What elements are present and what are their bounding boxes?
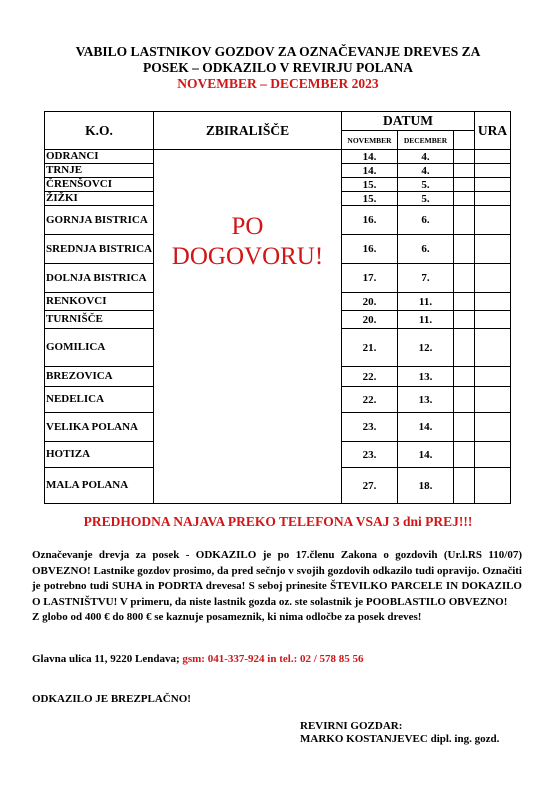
cell-december: 7. xyxy=(398,264,454,293)
cell-december: 11. xyxy=(398,311,454,329)
cell-december: 14. xyxy=(398,442,454,468)
address: Glavna ulica 11, 9220 Lendava; xyxy=(32,653,180,665)
cell-ura xyxy=(475,293,511,311)
signature-block xyxy=(300,720,499,746)
cell-ko: BREZOVICA xyxy=(45,367,154,387)
cell-ko: GOMILICA xyxy=(45,329,154,367)
cell-november: 20. xyxy=(342,311,398,329)
header-blank xyxy=(454,131,475,150)
cell-ura xyxy=(475,264,511,293)
cell-ura xyxy=(475,329,511,367)
cell-blank xyxy=(454,192,475,206)
table-row xyxy=(45,150,511,164)
header-datum: DATUM xyxy=(342,112,475,131)
cell-december: 5. xyxy=(398,178,454,192)
cell-november: 22. xyxy=(342,387,398,413)
cell-november: 21. xyxy=(342,329,398,367)
cell-november: 20. xyxy=(342,293,398,311)
cell-ko: DOLNJA BISTRICA xyxy=(45,264,154,293)
cell-december: 6. xyxy=(398,235,454,264)
title-period: NOVEMBER – DECEMBER 2023 xyxy=(177,76,379,91)
cell-december: 18. xyxy=(398,468,454,504)
cell-ura xyxy=(475,468,511,504)
cell-december: 5. xyxy=(398,192,454,206)
cell-november: 15. xyxy=(342,192,398,206)
cell-ura xyxy=(475,442,511,468)
cell-ko: ČRENŠOVCI xyxy=(45,178,154,192)
cell-ura xyxy=(475,235,511,264)
cell-ko: NEDELICA xyxy=(45,387,154,413)
header-december: DECEMBER xyxy=(398,131,454,150)
cell-december: 4. xyxy=(398,150,454,164)
cell-blank xyxy=(454,293,475,311)
phone-numbers: gsm: 041-337-924 in tel.: 02 / 578 85 56 xyxy=(179,653,364,665)
cell-blank xyxy=(454,367,475,387)
cell-blank xyxy=(454,329,475,367)
cell-ura xyxy=(475,311,511,329)
cell-december: 6. xyxy=(398,206,454,235)
cell-november: 17. xyxy=(342,264,398,293)
cell-december: 13. xyxy=(398,367,454,387)
schedule-table xyxy=(44,111,511,504)
cell-zbiralisce xyxy=(154,150,342,504)
cell-ura xyxy=(475,178,511,192)
cell-november: 23. xyxy=(342,413,398,442)
header-ura: URA xyxy=(475,112,511,150)
title-line-2: POSEK – ODKAZILO V REVIRJU POLANA xyxy=(143,60,413,75)
cell-ko: TRNJE xyxy=(45,164,154,178)
cell-november: 22. xyxy=(342,367,398,387)
contact-line xyxy=(32,653,364,665)
cell-ura xyxy=(475,192,511,206)
cell-blank xyxy=(454,413,475,442)
cell-blank xyxy=(454,387,475,413)
signature-name: MARKO KOSTANJEVEC dipl. ing. gozd. xyxy=(300,733,500,745)
document-title xyxy=(40,44,516,92)
cell-blank xyxy=(454,468,475,504)
free-service-note: ODKAZILO JE BREZPLAČNO! xyxy=(32,693,191,705)
cell-blank xyxy=(454,235,475,264)
cell-ura xyxy=(475,206,511,235)
cell-december: 12. xyxy=(398,329,454,367)
cell-blank xyxy=(454,311,475,329)
cell-blank xyxy=(454,442,475,468)
phone-notice: PREDHODNA NAJAVA PREKO TELEFONA VSAJ 3 dni PREJ!!! xyxy=(83,514,473,529)
cell-november: 27. xyxy=(342,468,398,504)
header-november: NOVEMBER xyxy=(342,131,398,150)
cell-december: 4. xyxy=(398,164,454,178)
info-paragraph xyxy=(32,548,522,626)
header-ko: K.O. xyxy=(45,112,154,150)
cell-november: 14. xyxy=(342,164,398,178)
cell-blank xyxy=(454,150,475,164)
zbiralisce-text: PO DOGOVORU! xyxy=(171,213,324,270)
title-line-1: VABILO LASTNIKOV GOZDOV ZA OZNAČEVANJE DREVES ZA xyxy=(75,44,481,59)
fine-text: Z globo od 400 € do 800 € se kaznuje posameznik, ki nima odločbe za posek dreves! xyxy=(32,611,422,624)
cell-ko: MALA POLANA xyxy=(45,468,154,504)
header-zbiralisce: ZBIRALIŠČE xyxy=(154,112,342,150)
cell-november: 23. xyxy=(342,442,398,468)
cell-ko: SREDNJA BISTRICA xyxy=(45,235,154,264)
signature-title: REVIRNI GOZDAR: xyxy=(300,720,403,732)
cell-ko: GORNJA BISTRICA xyxy=(45,206,154,235)
cell-ko: RENKOVCI xyxy=(45,293,154,311)
info-body: Označevanje drevja za posek - ODKAZILO je po 17.členu Zakona o gozdovih (Ur.l.RS 110/07) OBVEZNO! Lastnike gozdov prosimo, da pred sečnjo v svojih gozdovih odkazilo tudi opravijo. Označiti je potrebno tudi SUHA in PODRTA drevesa! S seboj prinesite ŠTEVILKO PARCELE IN DOKAZILO O LASTNIŠTVU! V primeru, da niste lastnik gozda oz. ste solastnik je POOBLASTILO OBVEZNO! xyxy=(32,549,522,608)
cell-november: 15. xyxy=(342,178,398,192)
cell-december: 14. xyxy=(398,413,454,442)
cell-ko: HOTIZA xyxy=(45,442,154,468)
cell-blank xyxy=(454,178,475,192)
cell-blank xyxy=(454,206,475,235)
cell-ura xyxy=(475,150,511,164)
cell-ura xyxy=(475,413,511,442)
cell-december: 13. xyxy=(398,387,454,413)
cell-november: 14. xyxy=(342,150,398,164)
cell-ura xyxy=(475,387,511,413)
cell-blank xyxy=(454,164,475,178)
cell-ura xyxy=(475,367,511,387)
cell-blank xyxy=(454,264,475,293)
cell-ko: ODRANCI xyxy=(45,150,154,164)
cell-ura xyxy=(475,164,511,178)
cell-ko: VELIKA POLANA xyxy=(45,413,154,442)
cell-november: 16. xyxy=(342,235,398,264)
cell-december: 11. xyxy=(398,293,454,311)
cell-ko: ŽIŽKI xyxy=(45,192,154,206)
cell-ko: TURNIŠČE xyxy=(45,311,154,329)
cell-november: 16. xyxy=(342,206,398,235)
